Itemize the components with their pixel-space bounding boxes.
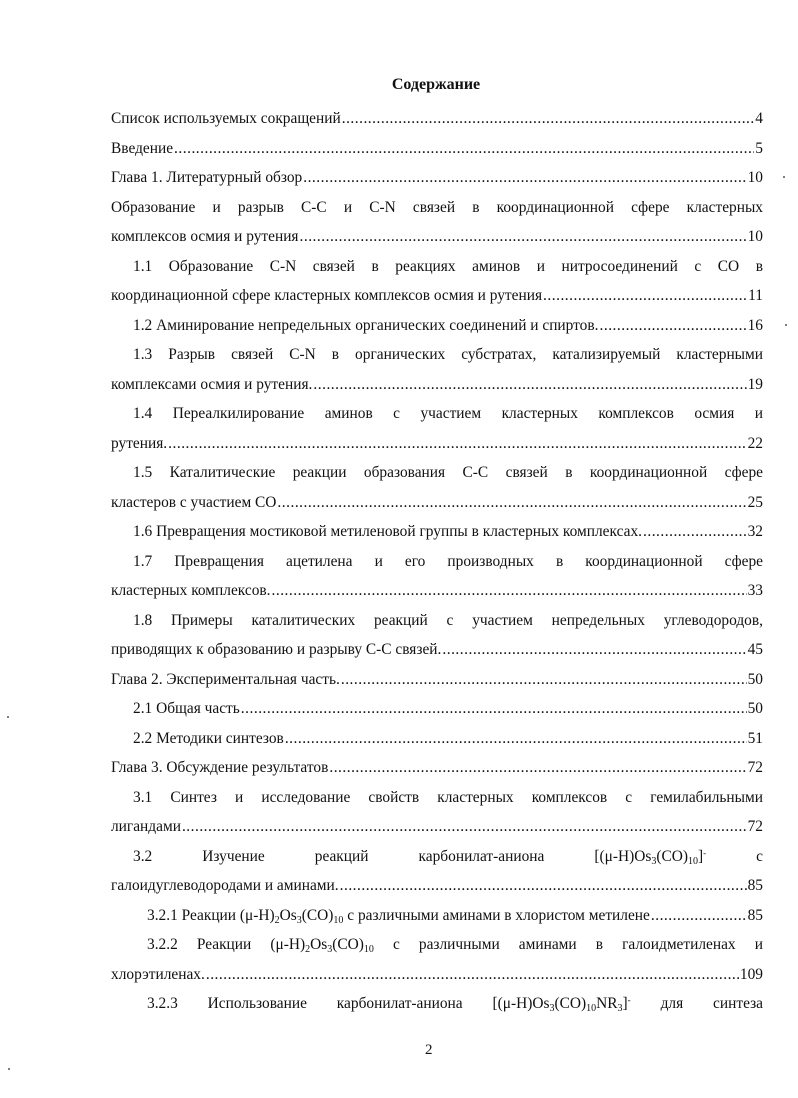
- toc-page-number: 19: [747, 375, 763, 393]
- toc-entry-1-5[interactable]: 1.5 Каталитические реакции образования С-С связей в координационной сфере кластеров с участием СО ..... 25: [111, 458, 763, 517]
- toc-entry-3-2-1[interactable]: 3.2.1 Реакции $(\mu-H)_2Os_3(CO)_{10}$ с различными аминами в хлористом метилене ..... 85: [111, 901, 763, 931]
- toc-page-number: 33: [747, 582, 763, 599]
- formula-anion-amine: $[(\mu-H)Os_3(CO)_{10}NR_3]^-$: [492, 995, 631, 1014]
- toc-page-number: 85: [747, 906, 763, 924]
- formula-cluster: $(\mu-H)_2Os_3(CO)_{10}$: [270, 936, 374, 955]
- toc-page-number: 109: [739, 965, 763, 983]
- toc-entry-chapter-2[interactable]: Глава 2. Экспериментальная часть. ..... 50: [111, 665, 763, 695]
- toc-entry-2-2[interactable]: 2.2 Методики синтезов ..... 51: [111, 724, 763, 754]
- toc-entry-1-7[interactable]: 1.7 Превращения ацетилена и его производных в координационной сфере кластерных комплексов. ..... 33: [111, 547, 763, 606]
- toc-entry-1-1[interactable]: 1.1 Образование С-N связей в реакциях аминов и нитросоединений с СО в координационной сфере кластерных комплексов осмия и рутения ..... 11: [111, 252, 763, 311]
- toc-page-number: 16: [747, 316, 763, 334]
- toc-page-number: 11: [748, 287, 763, 304]
- toc-page-number: 32: [747, 523, 763, 540]
- toc-page-number: 45: [747, 641, 763, 658]
- toc-entry-3-1[interactable]: 3.1 Синтез и исследование свойств кластерных комплексов с гемилабильными лигандами ..... 72: [111, 783, 763, 842]
- toc-page-number: 72: [747, 818, 763, 835]
- scan-speck: [7, 716, 9, 718]
- toc-page-number: 50: [747, 670, 763, 688]
- toc-entry-chapter-1[interactable]: Глава 1. Литературный обзор ..... 10: [111, 163, 763, 193]
- toc-page-number: 10: [747, 169, 763, 186]
- toc-entry-introduction[interactable]: Введение ..... 5: [111, 134, 763, 164]
- page-number: 2: [425, 1042, 433, 1058]
- formula-anion: $[(\mu-H)Os_3(CO)_{10}]^-$: [594, 847, 707, 867]
- toc-page-number: 22: [747, 434, 763, 452]
- toc-entry-3-2-2[interactable]: 3.2.2 Реакции $(\mu-H)_2Os_3(CO)_{10}$ с различными аминами в галоидметиленах и хлорэтиленах. ..... 109: [111, 930, 763, 989]
- toc-entry-3-2-3[interactable]: 3.2.3 Использование карбонилат-аниона $[(\mu-H)Os_3(CO)_{10}NR_3]^-$ для синтеза: [147, 995, 763, 1014]
- table-of-contents: [111, 104, 763, 1019]
- toc-page-number: 4: [755, 110, 763, 127]
- toc-entry-1-6[interactable]: 1.6 Превращения мостиковой метиленовой группы в кластерных комплексах. ..... 32: [111, 517, 763, 547]
- page-title: Содержание: [391, 76, 481, 93]
- toc-page-number: 5: [755, 139, 763, 157]
- formula-cluster: $(\mu-H)_2Os_3(CO)_{10}$: [239, 906, 344, 926]
- scan-speck: [8, 1068, 10, 1070]
- toc-page-number: 72: [747, 759, 763, 776]
- toc-entry-3-2[interactable]: 3.2 Изучение реакций карбонилат-аниона $[(\mu-H)Os_3(CO)_{10}]^-$ с галоидуглеводородами и аминами. ..... 85: [111, 842, 763, 901]
- toc-entry-1-8[interactable]: 1.8 Примеры каталитических реакций с участием непредельных углеводородов, приводящих к образованию и разрыву С-С связей. ..... 45: [111, 606, 763, 665]
- toc-page-number: 85: [747, 877, 763, 894]
- toc-page-number: 25: [747, 493, 763, 511]
- toc-page-number: 50: [747, 700, 763, 717]
- scan-speck: [783, 176, 785, 178]
- toc-entry-1-3[interactable]: 1.3 Разрыв связей С-N в органических субстратах, катализируемый кластерными комплексами осмия и рутения. ..... 19: [111, 340, 763, 399]
- toc-entry-2-1[interactable]: 2.1 Общая часть ..... 50: [111, 694, 763, 724]
- toc-entry-1-2[interactable]: 1.2 Аминирование непредельных органических соединений и спиртов. ..... 16: [111, 311, 763, 341]
- toc-entry-abbreviations[interactable]: Список используемых сокращений ..... 4: [111, 104, 763, 134]
- toc-entry-1-4[interactable]: 1.4 Переалкилирование аминов с участием кластерных комплексов осмия и рутения. ..... 22: [111, 399, 763, 458]
- toc-page-number: 10: [747, 228, 763, 245]
- scan-speck: [785, 324, 787, 326]
- toc-page-number: 51: [747, 729, 763, 747]
- toc-entry-chapter-3[interactable]: Глава 3. Обсуждение результатов ..... 72: [111, 753, 763, 783]
- toc-entry-chapter-1-topic[interactable]: Образование и разрыв С-С и С-N связей в координационной сфере кластерных комплексов осмия и рутения ..... 10: [111, 193, 763, 252]
